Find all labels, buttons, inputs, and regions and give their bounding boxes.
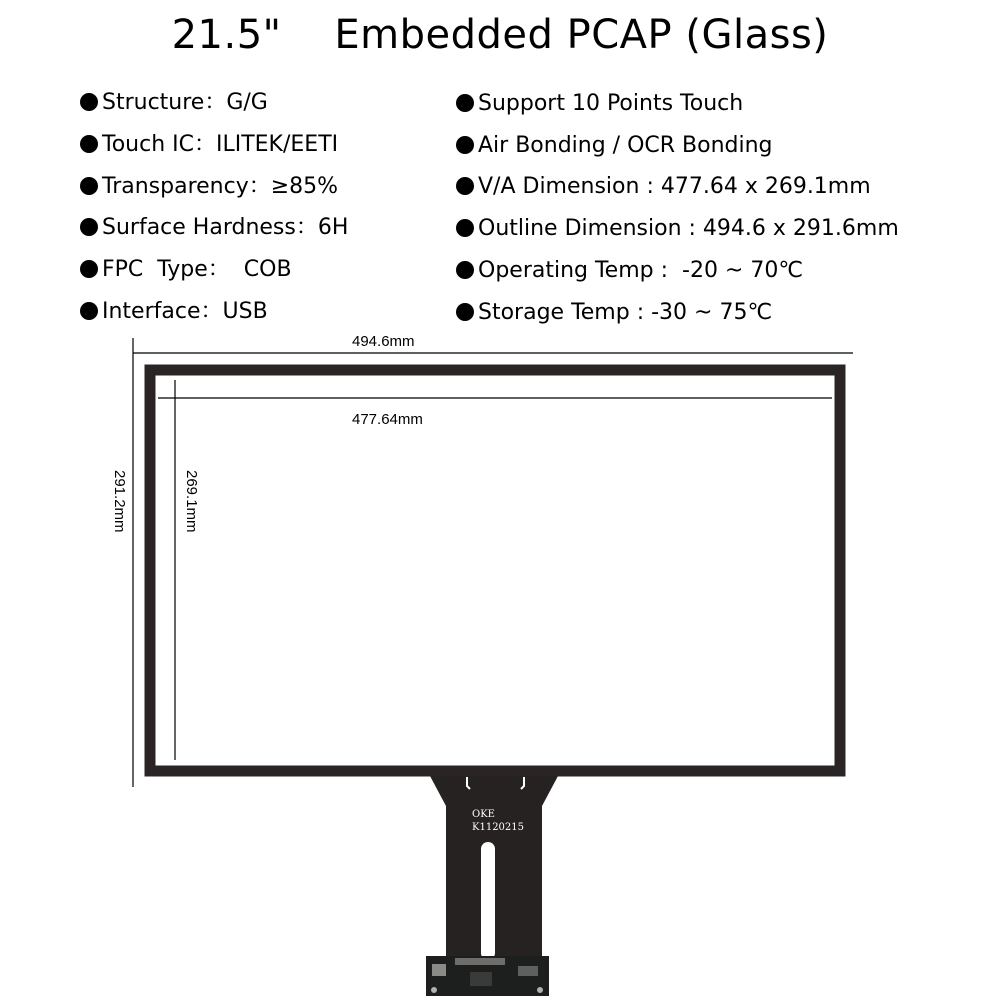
spec-label: FPC Type： COB bbox=[102, 257, 292, 282]
page-title: 21.5" Embedded PCAP (Glass) bbox=[171, 12, 829, 58]
outline-width-label: 494.6mm bbox=[352, 333, 415, 350]
spec-label: Air Bonding / OCR Bonding bbox=[478, 133, 773, 158]
pcb-component bbox=[518, 966, 538, 976]
va-height-label: 269.1mm bbox=[183, 470, 200, 533]
spec-label: Support 10 Points Touch bbox=[478, 91, 744, 116]
spec-label: Storage Temp : -30 ~ 75℃ bbox=[478, 300, 773, 325]
va-width-label: 477.64mm bbox=[352, 411, 423, 428]
spec-label: Touch IC：ILITEK/EETI bbox=[102, 132, 339, 157]
pcb-hole bbox=[537, 987, 543, 993]
pcb-connector bbox=[455, 958, 505, 965]
fpc-marking-line: K1120215 bbox=[472, 822, 525, 833]
fpc-slot bbox=[481, 842, 495, 960]
spec-label: Outline Dimension : 494.6 x 291.6mm bbox=[478, 216, 899, 241]
pcb-hole bbox=[431, 987, 437, 993]
fpc-marking bbox=[472, 808, 524, 834]
spec-label: V/A Dimension : 477.64 x 269.1mm bbox=[478, 174, 871, 199]
fpc-marking-line: OKE bbox=[472, 809, 495, 820]
panel-frame bbox=[150, 370, 840, 771]
pcb-chip bbox=[470, 972, 492, 986]
spec-label: Interface：USB bbox=[102, 299, 268, 324]
spec-label: Transparency：≥85% bbox=[102, 174, 339, 199]
outline-height-label: 291.2mm bbox=[111, 470, 128, 533]
pcb-component bbox=[432, 964, 446, 976]
spec-label: Structure：G/G bbox=[102, 90, 268, 115]
spec-label: Surface Hardness：6H bbox=[102, 215, 349, 240]
spec-label: Operating Temp : -20 ~ 70℃ bbox=[478, 258, 804, 283]
